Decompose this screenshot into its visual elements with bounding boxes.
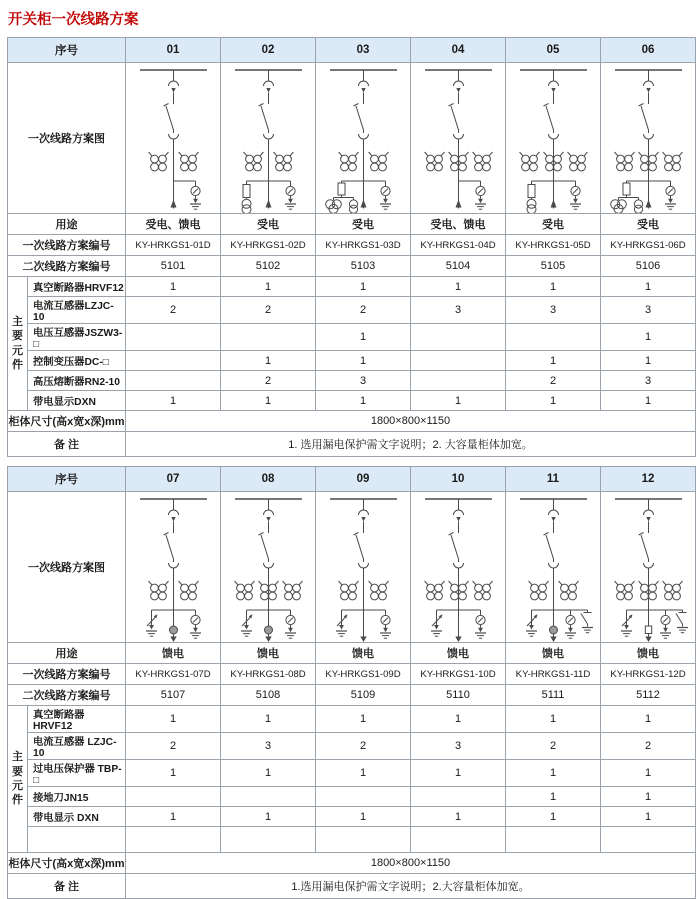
component-count: 1 xyxy=(316,324,411,351)
components-group-label: 主要元件 xyxy=(8,706,28,853)
info-value: 5110 xyxy=(411,685,506,706)
component-count: 1 xyxy=(411,706,506,733)
component-count: 1 xyxy=(126,277,221,297)
component-count: 1 xyxy=(126,391,221,411)
component-count xyxy=(126,351,221,371)
component-count: 1 xyxy=(126,760,221,787)
info-row-label: 一次线路方案编号 xyxy=(8,235,126,256)
component-count: 1 xyxy=(316,277,411,297)
component-name: 接地刀JN15 xyxy=(28,787,126,807)
component-count: 1 xyxy=(506,706,601,733)
component-count: 1 xyxy=(506,277,601,297)
component-count: 1 xyxy=(601,277,696,297)
remark-value: 1. 选用漏电保护需文字说明；2. 大容量柜体加宽。 xyxy=(126,432,696,457)
component-count: 2 xyxy=(221,371,316,391)
info-value: KY-HRKGS1-04D xyxy=(411,235,506,256)
info-value: KY-HRKGS1-12D xyxy=(601,664,696,685)
feeder-circuit-diagram xyxy=(221,492,316,642)
component-count: 1 xyxy=(506,351,601,371)
remark-label: 备 注 xyxy=(8,874,126,899)
component-count xyxy=(221,324,316,351)
info-value: 馈电 xyxy=(601,643,696,664)
remark-label: 备 注 xyxy=(8,432,126,457)
component-count: 1 xyxy=(316,351,411,371)
circuit-diagram-12 xyxy=(601,492,696,643)
info-value: KY-HRKGS1-09D xyxy=(316,664,411,685)
component-name xyxy=(28,827,126,853)
info-value: KY-HRKGS1-03D xyxy=(316,235,411,256)
info-row-label: 二次线路方案编号 xyxy=(8,685,126,706)
component-count: 1 xyxy=(601,787,696,807)
component-count xyxy=(221,787,316,807)
cabinet-size-value: 1800×800×1150 xyxy=(126,853,696,874)
info-value: KY-HRKGS1-10D xyxy=(411,664,506,685)
info-value: 5102 xyxy=(221,256,316,277)
component-name: 电流互感器 LZJC-10 xyxy=(28,733,126,760)
circuit-diagram-04 xyxy=(411,63,506,214)
component-count: 1 xyxy=(316,391,411,411)
info-value: KY-HRKGS1-11D xyxy=(506,664,601,685)
info-value: 5103 xyxy=(316,256,411,277)
component-name: 真空断路器 HRVF12 xyxy=(28,706,126,733)
feeder-circuit-diagram xyxy=(506,492,601,642)
circuit-diagram-08 xyxy=(221,492,316,643)
component-count xyxy=(126,324,221,351)
circuit-diagram-07 xyxy=(126,492,221,643)
component-count: 1 xyxy=(601,351,696,371)
component-name: 电流互感器LZJC-10 xyxy=(28,297,126,324)
component-count: 1 xyxy=(221,807,316,827)
info-value: 受电 xyxy=(316,214,411,235)
column-number: 11 xyxy=(506,467,601,492)
component-count: 2 xyxy=(221,297,316,324)
info-value: 5106 xyxy=(601,256,696,277)
component-count xyxy=(601,827,696,853)
component-count: 3 xyxy=(506,297,601,324)
component-name: 真空断路器HRVF12 xyxy=(28,277,126,297)
incoming-circuit-diagram xyxy=(506,63,601,213)
info-value: 馈电 xyxy=(316,643,411,664)
column-number: 07 xyxy=(126,467,221,492)
components-group-label: 主要元件 xyxy=(8,277,28,411)
info-value: 受电 xyxy=(221,214,316,235)
component-count xyxy=(411,324,506,351)
column-number: 09 xyxy=(316,467,411,492)
component-count: 1 xyxy=(601,324,696,351)
feeder-circuit-diagram xyxy=(411,492,506,642)
component-count: 1 xyxy=(601,807,696,827)
info-value: KY-HRKGS1-01D xyxy=(126,235,221,256)
info-value: 受电 xyxy=(506,214,601,235)
component-count: 1 xyxy=(601,760,696,787)
component-count: 1 xyxy=(126,706,221,733)
info-value: 5109 xyxy=(316,685,411,706)
component-count: 1 xyxy=(221,351,316,371)
feeder-circuit-diagram xyxy=(316,492,411,642)
component-count xyxy=(126,827,221,853)
info-value: 5105 xyxy=(506,256,601,277)
component-count: 2 xyxy=(126,297,221,324)
info-value: 馈电 xyxy=(126,643,221,664)
info-value: 5104 xyxy=(411,256,506,277)
component-count: 1 xyxy=(316,807,411,827)
component-count: 1 xyxy=(126,807,221,827)
cabinet-size-label: 柜体尺寸(高x宽x深)mm xyxy=(8,411,126,432)
serial-header-label: 序号 xyxy=(8,38,126,63)
info-value: 受电、馈电 xyxy=(126,214,221,235)
component-count xyxy=(126,787,221,807)
info-value: 馈电 xyxy=(411,643,506,664)
incoming-circuit-diagram xyxy=(411,63,506,213)
component-count xyxy=(316,787,411,807)
component-count: 1 xyxy=(601,706,696,733)
serial-header-label: 序号 xyxy=(8,467,126,492)
column-number: 02 xyxy=(221,38,316,63)
incoming-circuit-diagram xyxy=(601,63,696,213)
circuit-diagram-11 xyxy=(506,492,601,643)
component-count xyxy=(221,827,316,853)
circuit-diagram-03 xyxy=(316,63,411,214)
info-row-label: 用途 xyxy=(8,214,126,235)
circuit-diagram-02 xyxy=(221,63,316,214)
component-count: 1 xyxy=(221,760,316,787)
component-count: 1 xyxy=(411,807,506,827)
circuit-diagram-05 xyxy=(506,63,601,214)
column-number: 04 xyxy=(411,38,506,63)
circuit-diagram-10 xyxy=(411,492,506,643)
column-number: 03 xyxy=(316,38,411,63)
incoming-circuit-diagram xyxy=(316,63,411,213)
component-name: 过电压保护器 TBP-□ xyxy=(28,760,126,787)
component-count: 1 xyxy=(221,277,316,297)
info-value: KY-HRKGS1-06D xyxy=(601,235,696,256)
info-value: 5108 xyxy=(221,685,316,706)
column-number: 10 xyxy=(411,467,506,492)
remark-value: 1.选用漏电保护需文字说明；2.大容量柜体加宽。 xyxy=(126,874,696,899)
component-count: 3 xyxy=(221,733,316,760)
component-count xyxy=(506,324,601,351)
component-count: 3 xyxy=(601,297,696,324)
diagram-row-label: 一次线路方案图 xyxy=(8,63,126,214)
component-name: 电压互感器JSZW3-□ xyxy=(28,324,126,351)
circuit-diagram-06 xyxy=(601,63,696,214)
column-number: 01 xyxy=(126,38,221,63)
cabinet-size-label: 柜体尺寸(高x宽x深)mm xyxy=(8,853,126,874)
component-count: 3 xyxy=(316,371,411,391)
info-value: KY-HRKGS1-02D xyxy=(221,235,316,256)
component-count xyxy=(316,827,411,853)
component-count xyxy=(411,351,506,371)
info-value: 5112 xyxy=(601,685,696,706)
info-row-label: 二次线路方案编号 xyxy=(8,256,126,277)
component-name: 带电显示DXN xyxy=(28,391,126,411)
info-value: 馈电 xyxy=(506,643,601,664)
component-count: 2 xyxy=(126,733,221,760)
component-count: 3 xyxy=(411,297,506,324)
component-count: 1 xyxy=(316,706,411,733)
component-count: 1 xyxy=(221,706,316,733)
component-count: 2 xyxy=(316,297,411,324)
info-value: 5111 xyxy=(506,685,601,706)
info-value: 受电、馈电 xyxy=(411,214,506,235)
circuit-diagram-01 xyxy=(126,63,221,214)
scheme-tables-container xyxy=(7,37,693,899)
info-value: KY-HRKGS1-08D xyxy=(221,664,316,685)
component-count: 1 xyxy=(411,760,506,787)
feeder-circuit-diagram xyxy=(126,492,221,642)
component-count xyxy=(411,787,506,807)
component-count: 1 xyxy=(601,391,696,411)
page-title: 开关柜一次线路方案 xyxy=(8,12,139,28)
feeder-circuit-diagram xyxy=(601,492,696,642)
info-row-label: 用途 xyxy=(8,643,126,664)
component-count: 2 xyxy=(316,733,411,760)
component-count: 1 xyxy=(316,760,411,787)
component-count: 1 xyxy=(506,391,601,411)
info-value: 5101 xyxy=(126,256,221,277)
component-count xyxy=(411,827,506,853)
cabinet-size-value: 1800×800×1150 xyxy=(126,411,696,432)
component-count: 1 xyxy=(506,760,601,787)
component-count xyxy=(126,371,221,391)
scheme-table-1 xyxy=(7,37,696,457)
info-row-label: 一次线路方案编号 xyxy=(8,664,126,685)
scheme-table-2 xyxy=(7,466,696,899)
circuit-diagram-09 xyxy=(316,492,411,643)
component-name: 带电显示 DXN xyxy=(28,807,126,827)
component-count: 2 xyxy=(506,733,601,760)
info-value: 受电 xyxy=(601,214,696,235)
column-number: 08 xyxy=(221,467,316,492)
diagram-row-label: 一次线路方案图 xyxy=(8,492,126,643)
incoming-circuit-diagram xyxy=(126,63,221,213)
component-count: 1 xyxy=(506,787,601,807)
info-value: 馈电 xyxy=(221,643,316,664)
info-value: KY-HRKGS1-07D xyxy=(126,664,221,685)
column-number: 05 xyxy=(506,38,601,63)
component-name: 高压熔断器RN2-10 xyxy=(28,371,126,391)
component-count: 1 xyxy=(411,391,506,411)
component-count: 3 xyxy=(411,733,506,760)
info-value: 5107 xyxy=(126,685,221,706)
component-name: 控制变压器DC-□ xyxy=(28,351,126,371)
component-count xyxy=(411,371,506,391)
component-count xyxy=(506,827,601,853)
component-count: 1 xyxy=(411,277,506,297)
column-number: 12 xyxy=(601,467,696,492)
component-count: 1 xyxy=(506,807,601,827)
component-count: 3 xyxy=(601,371,696,391)
component-count: 1 xyxy=(221,391,316,411)
component-count: 2 xyxy=(506,371,601,391)
column-number: 06 xyxy=(601,38,696,63)
component-count: 2 xyxy=(601,733,696,760)
info-value: KY-HRKGS1-05D xyxy=(506,235,601,256)
incoming-circuit-diagram xyxy=(221,63,316,213)
